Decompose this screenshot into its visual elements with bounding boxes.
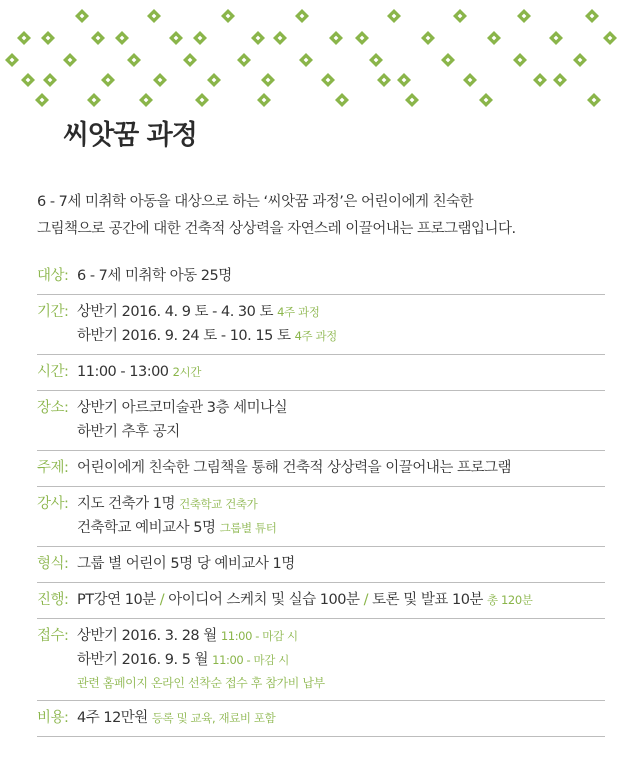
registration-note: 관련 홈페이지 온라인 선착순 접수 후 참가비 납부 bbox=[77, 676, 325, 690]
row-text: 어린이에게 친숙한 그림책을 통해 건축적 상상력을 이끌어내는 프로그램 bbox=[77, 460, 511, 476]
progress-part: 아이디어 스케치 및 실습 100분 bbox=[168, 592, 360, 608]
row-label: 기간: bbox=[37, 304, 69, 320]
diamond-icon bbox=[487, 31, 501, 45]
row-line bbox=[77, 456, 605, 480]
diamond-icon bbox=[603, 31, 617, 45]
diamond-icon bbox=[573, 53, 587, 67]
diamond-icon bbox=[517, 9, 531, 23]
diamond-icon bbox=[441, 53, 455, 67]
row-text: 4주 12만원 bbox=[77, 710, 148, 726]
diamond-icon bbox=[513, 53, 527, 67]
diamond-icon bbox=[43, 73, 57, 87]
diamond-icon bbox=[195, 93, 209, 107]
diamond-icon bbox=[553, 73, 567, 87]
row-text: 하반기 2016. 9. 24 토 - 10. 15 토 bbox=[77, 328, 291, 344]
diamond-icon bbox=[41, 31, 55, 45]
diamond-icon bbox=[153, 73, 167, 87]
progress-part: PT강연 10분 bbox=[77, 592, 156, 608]
row-line bbox=[77, 264, 605, 288]
diamond-icon bbox=[5, 53, 19, 67]
progress-part: 토론 및 발표 10분 bbox=[372, 592, 483, 608]
row-text: 하반기 2016. 9. 5 월 bbox=[77, 652, 209, 668]
row-place bbox=[37, 391, 605, 451]
row-text: 건축학교 예비교사 5명 bbox=[77, 520, 216, 536]
row-text: 6 - 7세 미취학 아동 25명 bbox=[77, 268, 232, 284]
row-theme bbox=[37, 451, 605, 487]
info-list bbox=[37, 259, 605, 737]
diamond-pattern-decoration bbox=[0, 0, 625, 110]
row-note: 11:00 - 마감 시 bbox=[212, 653, 289, 667]
diamond-icon bbox=[335, 93, 349, 107]
row-cost bbox=[37, 701, 605, 737]
separator: / bbox=[363, 592, 368, 608]
diamond-icon bbox=[479, 93, 493, 107]
row-note: 2시간 bbox=[172, 365, 201, 379]
diamond-icon bbox=[257, 93, 271, 107]
row-note: 4주 과정 bbox=[277, 305, 320, 319]
row-line bbox=[77, 588, 605, 612]
row-note: 총 120분 bbox=[487, 593, 533, 607]
row-line bbox=[77, 396, 605, 420]
row-label: 접수: bbox=[37, 628, 69, 644]
row-progress bbox=[37, 583, 605, 619]
diamond-icon bbox=[251, 31, 265, 45]
diamond-icon bbox=[261, 73, 275, 87]
row-note: 등록 및 교육, 재료비 포함 bbox=[151, 711, 276, 725]
row-text: 상반기 2016. 4. 9 토 - 4. 30 토 bbox=[77, 304, 273, 320]
row-time bbox=[37, 355, 605, 391]
diamond-icon bbox=[87, 93, 101, 107]
row-text: 그룹 별 어린이 5명 당 예비교사 1명 bbox=[77, 556, 295, 572]
row-note: 그룹별 튜터 bbox=[219, 521, 277, 535]
row-text: 지도 건축가 1명 bbox=[77, 496, 175, 512]
row-format bbox=[37, 547, 605, 583]
diamond-icon bbox=[91, 31, 105, 45]
row-period bbox=[37, 295, 605, 355]
diamond-icon bbox=[115, 31, 129, 45]
diamond-icon bbox=[147, 9, 161, 23]
row-line bbox=[77, 492, 605, 516]
row-line bbox=[77, 552, 605, 576]
row-line bbox=[77, 706, 605, 730]
diamond-icon bbox=[369, 53, 383, 67]
row-label: 진행: bbox=[37, 592, 69, 608]
diamond-icon bbox=[237, 53, 251, 67]
diamond-icon bbox=[221, 9, 235, 23]
diamond-icon bbox=[421, 31, 435, 45]
diamond-icon bbox=[397, 73, 411, 87]
page-title: 씨앗꿈 과정 bbox=[63, 120, 197, 151]
diamond-icon bbox=[21, 73, 35, 87]
diamond-icon bbox=[355, 31, 369, 45]
diamond-icon bbox=[139, 93, 153, 107]
diamond-icon bbox=[193, 31, 207, 45]
diamond-icon bbox=[463, 73, 477, 87]
intro-paragraph bbox=[37, 189, 597, 243]
diamond-icon bbox=[35, 93, 49, 107]
diamond-icon bbox=[321, 73, 335, 87]
diamond-icon bbox=[169, 31, 183, 45]
row-text: 하반기 추후 공지 bbox=[77, 424, 180, 440]
row-note: 건축학교 건축가 bbox=[179, 497, 258, 511]
row-label: 형식: bbox=[37, 556, 69, 572]
row-target bbox=[37, 259, 605, 295]
row-label: 비용: bbox=[37, 710, 69, 726]
row-line bbox=[77, 324, 605, 348]
diamond-icon bbox=[127, 53, 141, 67]
diamond-icon bbox=[329, 31, 343, 45]
separator: / bbox=[159, 592, 165, 608]
diamond-icon bbox=[183, 53, 197, 67]
row-text: 상반기 2016. 3. 28 월 bbox=[77, 628, 217, 644]
diamond-icon bbox=[585, 9, 599, 23]
row-line bbox=[77, 360, 605, 384]
row-label: 시간: bbox=[37, 364, 69, 380]
row-line bbox=[77, 516, 605, 540]
diamond-icon bbox=[377, 73, 391, 87]
row-line bbox=[77, 648, 605, 672]
diamond-icon bbox=[17, 31, 31, 45]
diamond-icon bbox=[533, 73, 547, 87]
diamond-icon bbox=[387, 9, 401, 23]
diamond-icon bbox=[405, 93, 419, 107]
intro-line: 6 - 7세 미취학 아동을 대상으로 하는 ‘씨앗꿈 과정’은 어린이에게 친숙한 bbox=[37, 194, 474, 210]
row-text: 11:00 - 13:00 bbox=[77, 364, 169, 380]
diamond-icon bbox=[63, 53, 77, 67]
row-label: 강사: bbox=[37, 496, 69, 512]
row-line bbox=[77, 624, 605, 648]
row-note: 4주 과정 bbox=[294, 329, 337, 343]
intro-line: 그림책으로 공간에 대한 건축적 상상력을 자연스레 이끌어내는 프로그램입니다. bbox=[37, 221, 516, 237]
row-label: 주제: bbox=[37, 460, 69, 476]
diamond-icon bbox=[101, 73, 115, 87]
diamond-icon bbox=[299, 53, 313, 67]
row-note: 11:00 - 마감 시 bbox=[220, 629, 298, 643]
row-label: 대상: bbox=[37, 268, 69, 284]
row-text: 상반기 아르코미술관 3층 세미나실 bbox=[77, 400, 288, 416]
diamond-icon bbox=[207, 73, 221, 87]
diamond-icon bbox=[295, 9, 309, 23]
diamond-icon bbox=[75, 9, 89, 23]
row-label: 장소: bbox=[37, 400, 69, 416]
diamond-icon bbox=[273, 31, 287, 45]
row-instructor bbox=[37, 487, 605, 547]
row-line bbox=[77, 300, 605, 324]
diamond-icon bbox=[587, 93, 601, 107]
row-registration bbox=[37, 619, 605, 701]
diamond-icon bbox=[453, 9, 467, 23]
diamond-icon bbox=[549, 31, 563, 45]
row-line bbox=[77, 420, 605, 444]
